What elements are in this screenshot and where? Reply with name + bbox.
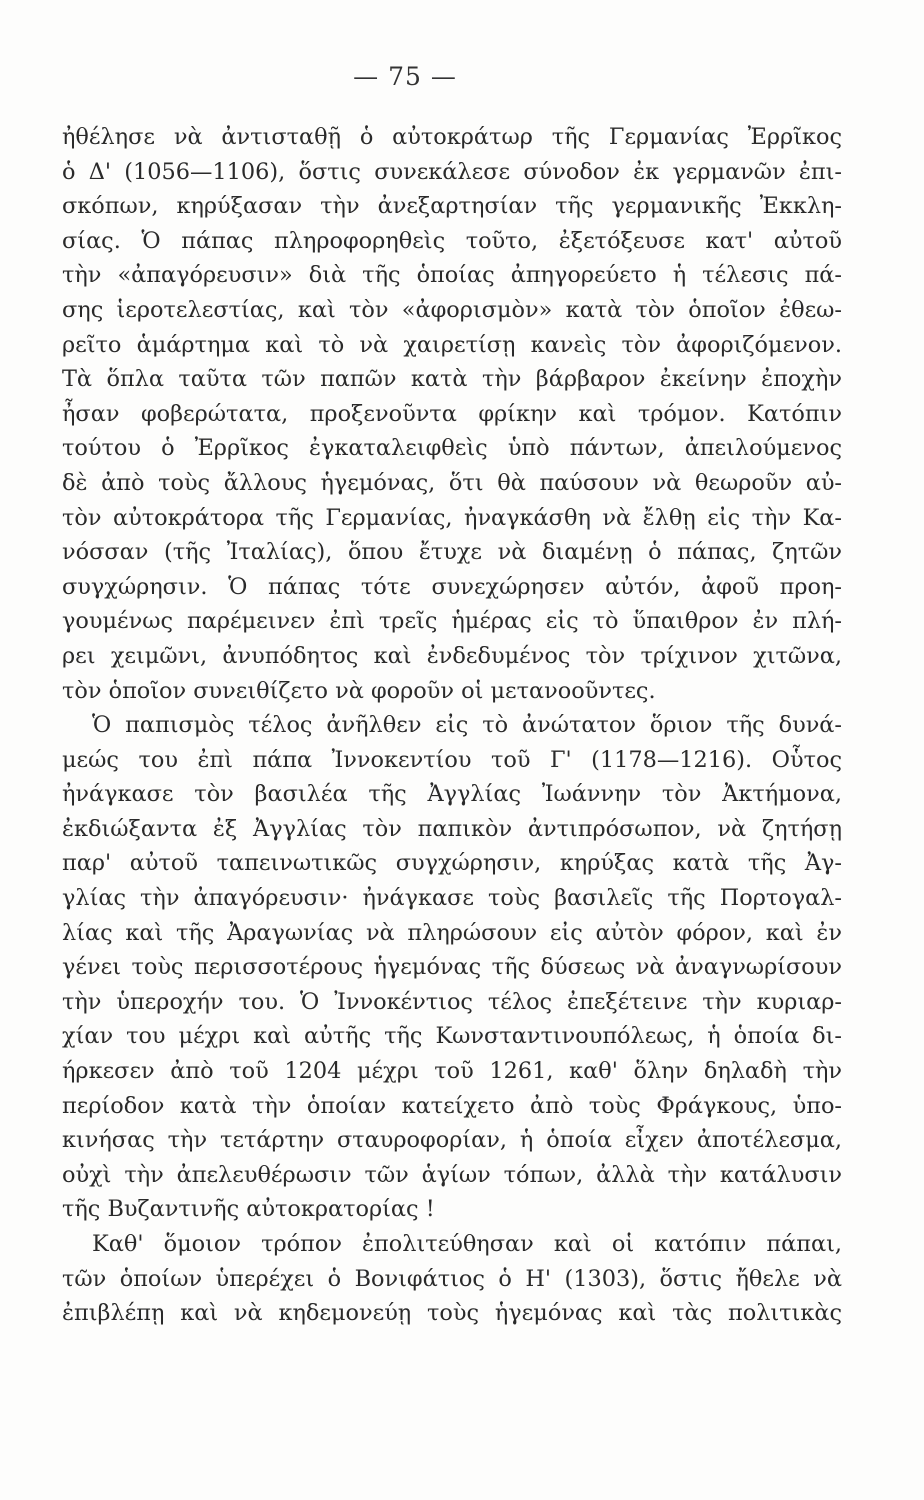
text-line: παρ' αὐτοῦ ταπεινωτικῶς συγχώρησιν, κηρύξας κατὰ τῆς Ἀγ- — [62, 850, 842, 877]
text-line: νόσσαν (τῆς Ἰταλίας), ὅπου ἔτυχε νὰ διαμένῃ ὁ πάπας, ζητῶν — [62, 539, 842, 566]
text-line: σίας. Ὁ πάπας πληροφορηθεὶς τοῦτο, ἐξετόξευσε κατ' αὐτοῦ — [62, 227, 842, 254]
text-line: Καθ' ὅμοιον τρόπον ἐπολιτεύθησαν καὶ οἱ κατόπιν πάπαι, — [92, 1231, 842, 1257]
text-line: σκόπων, κηρύξασαν τὴν ἀνεξαρτησίαν τῆς γερμανικῆς Ἐκκλη- — [62, 193, 842, 220]
text-line: γένει τοὺς περισσοτέρους ἡγεμόνας τῆς δύσεως νὰ ἀναγνωρίσουν — [62, 954, 842, 981]
text-line: μεώς του ἐπὶ πάπα Ἰννοκεντίου τοῦ Γ' (1178—1216). Οὗτος — [62, 746, 842, 773]
text-line: συγχώρησιν. Ὁ πάπας τότε συνεχώρησεν αὐτόν, ἀφοῦ προη- — [62, 573, 842, 600]
text-line: κινήσας τὴν τετάρτην σταυροφορίαν, ἡ ὁποία εἶχεν ἀποτέλεσμα, — [62, 1127, 842, 1154]
text-line: τὸν ὁποῖον συνειθίζετο νὰ φοροῦν οἱ μετανοοῦντες. — [62, 677, 656, 704]
text-line: λίας καὶ τῆς Ἀραγωνίας νὰ πληρώσουν εἰς αὐτὸν φόρον, καὶ ἐν — [62, 919, 842, 946]
text-line: τῆς Βυζαντινῆς αὐτοκρατορίας ! — [62, 1196, 435, 1223]
text-line: ὁ Δ' (1056—1106), ὅστις συνεκάλεσε σύνοδον ἐκ γερμανῶν ἐπι- — [62, 158, 842, 185]
text-line: περίοδον κατὰ τὴν ὁποίαν κατείχετο ἀπὸ τοὺς Φράγκους, ὑπο- — [62, 1092, 842, 1119]
text-line: ἐπιβλέπῃ καὶ νὰ κηδεμονεύῃ τοὺς ἡγεμόνας καὶ τὰς πολιτικὰς — [62, 1300, 842, 1327]
text-line: τῶν ὁποίων ὑπερέχει ὁ Βονιφάτιος ὁ Η' (1303), ὅστις ἤθελε νὰ — [62, 1265, 842, 1292]
text-line: χίαν του μέχρι καὶ αὐτῆς τῆς Κωνσταντινουπόλεως, ἡ ὁποία δι- — [62, 1023, 842, 1050]
text-line: τούτου ὁ Ἐρρῖκος ἐγκαταλειφθεὶς ὑπὸ πάντων, ἀπειλούμενος — [62, 435, 842, 462]
text-line: ρεῖτο ἁμάρτημα καὶ τὸ νὰ χαιρετίσῃ κανεὶς τὸν ἀφοριζόμενον. — [62, 331, 842, 358]
text-line: τὴν «ἀπαγόρευσιν» διὰ τῆς ὁποίας ἀπηγορεύετο ἡ τέλεσις πά- — [62, 262, 842, 289]
text-line: γλίας τὴν ἀπαγόρευσιν· ἠνάγκασε τοὺς βασιλεῖς τῆς Πορτογαλ- — [62, 885, 842, 912]
text-line: σης ἱεροτελεστίας, καὶ τὸν «ἀφορισμὸν» κατὰ τὸν ὁποῖον ἐθεω- — [62, 296, 842, 323]
text-line: ἐκδιώξαντα ἐξ Ἀγγλίας τὸν παπικὸν ἀντιπρόσωπον, νὰ ζητήσῃ — [62, 815, 842, 842]
body-text — [62, 120, 842, 1331]
text-line: ἦσαν φοβερώτατα, προξενοῦντα φρίκην καὶ τρόμον. Κατόπιν — [62, 400, 842, 427]
text-line: γουμένως παρέμεινεν ἐπὶ τρεῖς ἡμέρας εἰς τὸ ὕπαιθρον ἐν πλή- — [62, 608, 842, 635]
text-line: Τὰ ὅπλα ταῦτα τῶν παπῶν κατὰ τὴν βάρβαρον ἐκείνην ἐποχὴν — [62, 366, 842, 393]
text-line: τὸν αὐτοκράτορα τῆς Γερμανίας, ἠναγκάσθη νὰ ἔλθῃ εἰς τὴν Κα- — [62, 504, 842, 531]
text-line: ρει χειμῶνι, ἀνυπόδητος καὶ ἐνδεδυμένος τὸν τρίχινον χιτῶνα, — [62, 642, 842, 669]
text-line: οὐχὶ τὴν ἀπελευθέρωσιν τῶν ἁγίων τόπων, ἀλλὰ τὴν κατάλυσιν — [62, 1161, 842, 1188]
text-line: ἠθέλησε νὰ ἀντισταθῇ ὁ αὐτοκράτωρ τῆς Γερμανίας Ἐρρῖκος — [62, 124, 842, 150]
page-number: — 75 — — [353, 62, 457, 91]
text-line: δὲ ἀπὸ τοὺς ἄλλους ἡγεμόνας, ὅτι θὰ παύσουν νὰ θεωροῦν αὐ- — [62, 469, 842, 496]
text-line: ἠνάγκασε τὸν βασιλέα τῆς Ἀγγλίας Ἰωάννην τὸν Ἀκτήμονα, — [62, 781, 842, 808]
text-line: τὴν ὑπεροχήν του. Ὁ Ἰννοκέντιος τέλος ἐπεξέτεινε τὴν κυριαρ- — [62, 988, 842, 1015]
text-line: ήρκεσεν ἀπὸ τοῦ 1204 μέχρι τοῦ 1261, καθ' ὅλην δηλαδὴ τὴν — [62, 1058, 842, 1085]
text-line: Ὁ παπισμὸς τέλος ἀνῆλθεν εἰς τὸ ἀνώτατον ὅριον τῆς δυνά- — [92, 712, 842, 739]
